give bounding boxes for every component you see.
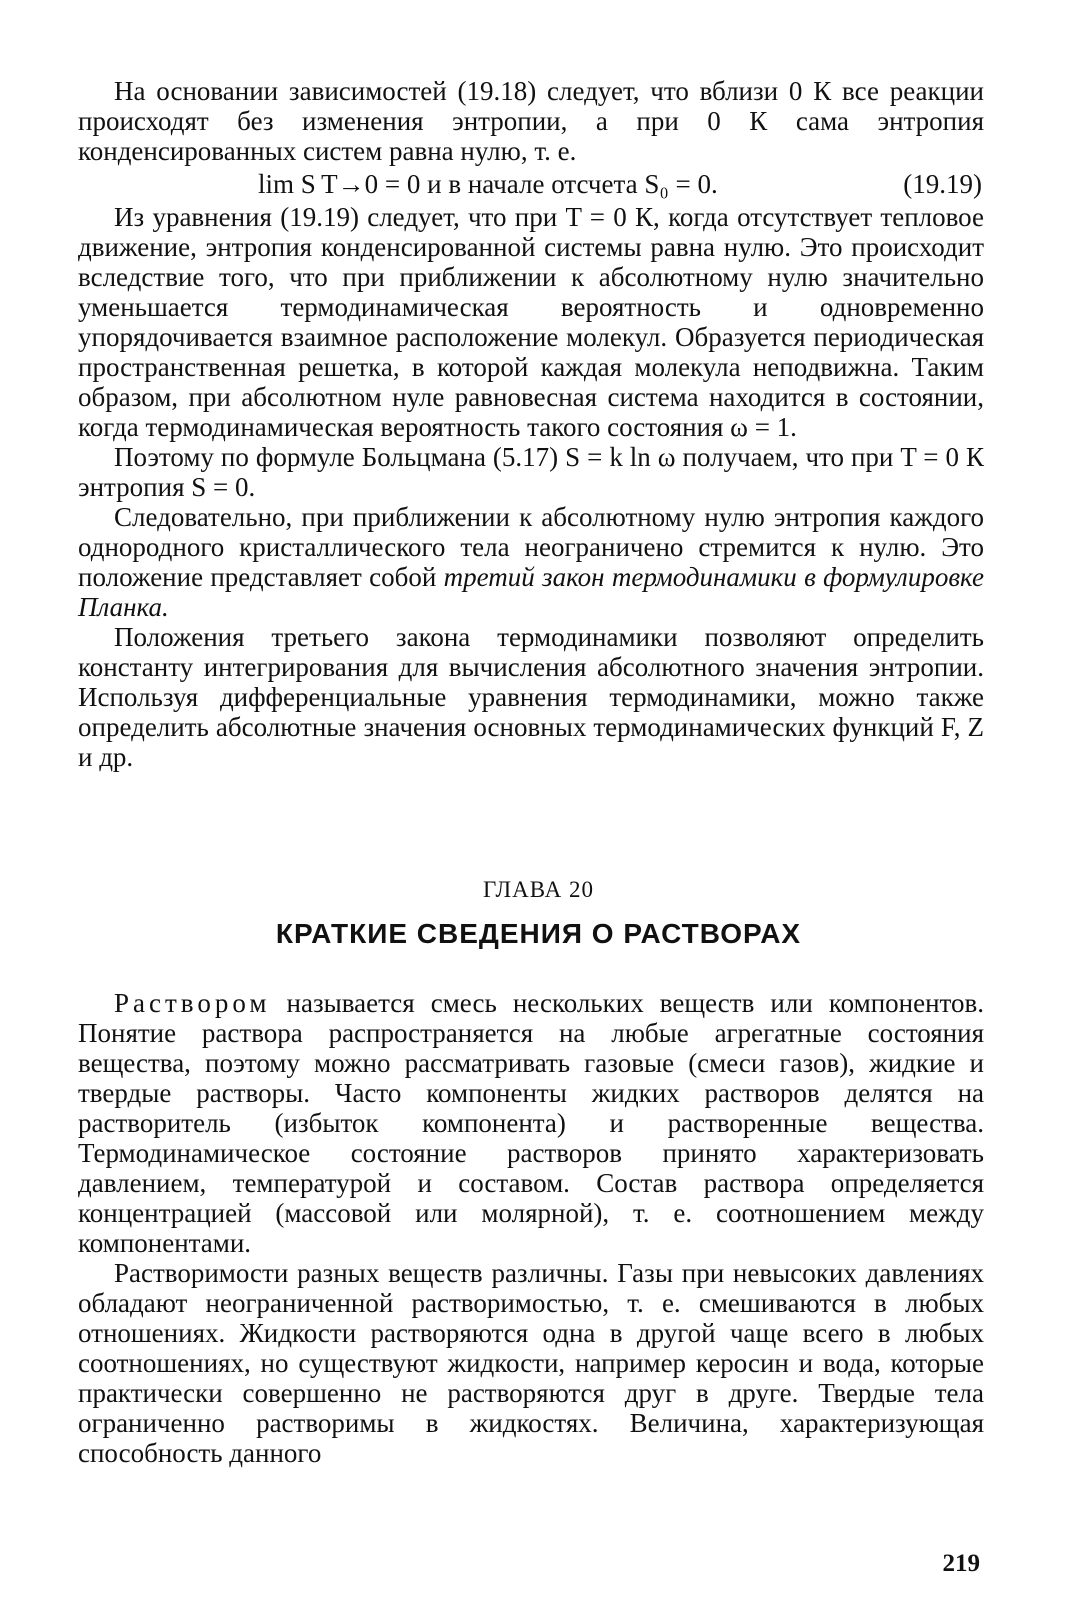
solutions-paragraph-2: Растворимости разных веществ различны. Газы при невысоких давлениях обладают неограниченной растворимостью, т. е. смешиваются в любых отношениях. Жидкости растворяются одна в другой чаще всего в любых соотношениях, но существуют жидкости, например керосин и вода, которые практически совершенно не растворяются друг в друге. Твердые тела ограниченно растворимы в жидкостях. Величина, характеризующая способность данного [78, 1258, 984, 1468]
paragraph-3: Поэтому по формуле Больцмана (5.17) S = k ln ω получаем, что при T = 0 К энтропия S = 0. [78, 442, 984, 502]
paragraph-2: Из уравнения (19.19) следует, что при T = 0 К, когда отсутствует тепловое движение, энтропия конденсированной системы равна нулю. Это происходит вследствие того, что при приближении к абсолютному нулю значительно уменьшается термодинамическая вероятность и одновременно упорядочивается взаимное расположение молекул. Образуется периодическая пространственная решетка, в которой каждая молекула неподвижна. Таким образом, при абсолютном нуле равновесная система находится в состоянии, когда термодинамическая вероятность такого состояния ω = 1. [78, 202, 984, 442]
third-law-emphasis: третий закон термодинамики в формулировке Планка. [78, 562, 984, 622]
bottom-text-block [78, 988, 984, 1468]
chapter-label: ГЛАВА 20 [482, 877, 595, 902]
equation-number: (19.19) [903, 169, 982, 199]
solutions-paragraph-1-text: называется смесь нескольких веществ или компонентов. Понятие раствора распространяется на любые агрегатные состояния вещества, поэтому можно рассматривать газовые (смеси газов), жидкие и твердые растворы. Часто компоненты жидких растворов делятся на растворитель (избыток компонента) и растворенные вещества. Термодинамическое состояние растворов принято характеризовать давлением, температурой и составом. Состав раствора определяется концентрацией (массовой или молярной), т. е. соотношением между компонентами. [78, 988, 984, 1258]
top-text-block [78, 76, 984, 772]
equation-19-19 [78, 166, 984, 202]
paragraph-5: Положения третьего закона термодинамики позволяют определить константу интегрирования для вычисления абсолютного значения энтропии. Используя дифференциальные уравнения термодинамики, можно также определить абсолютные значения основных термодинамических функций F, Z и др. [78, 622, 984, 772]
equation-body: lim S T→0 = 0 и в начале отсчета S₀ = 0. [258, 169, 718, 199]
term-solution: Раствором [114, 988, 271, 1018]
paragraph-4-text: Следовательно, при приближении к абсолютному нулю энтропия каждого однородного кристаллического тела неограничено стремится к нулю. Это положение представляет собой [78, 502, 984, 592]
page-number: 219 [942, 1550, 980, 1577]
paragraph-1: На основании зависимостей (19.18) следует, что вблизи 0 К все реакции происходят без изменения энтропии, а при 0 К сама энтропия конденсированных систем равна нулю, т. е. [78, 76, 984, 166]
solutions-paragraph-1 [78, 988, 984, 1258]
paragraph-4 [78, 502, 984, 622]
chapter-title: КРАТКИЕ СВЕДЕНИЯ О РАСТВОРАХ [275, 918, 802, 949]
